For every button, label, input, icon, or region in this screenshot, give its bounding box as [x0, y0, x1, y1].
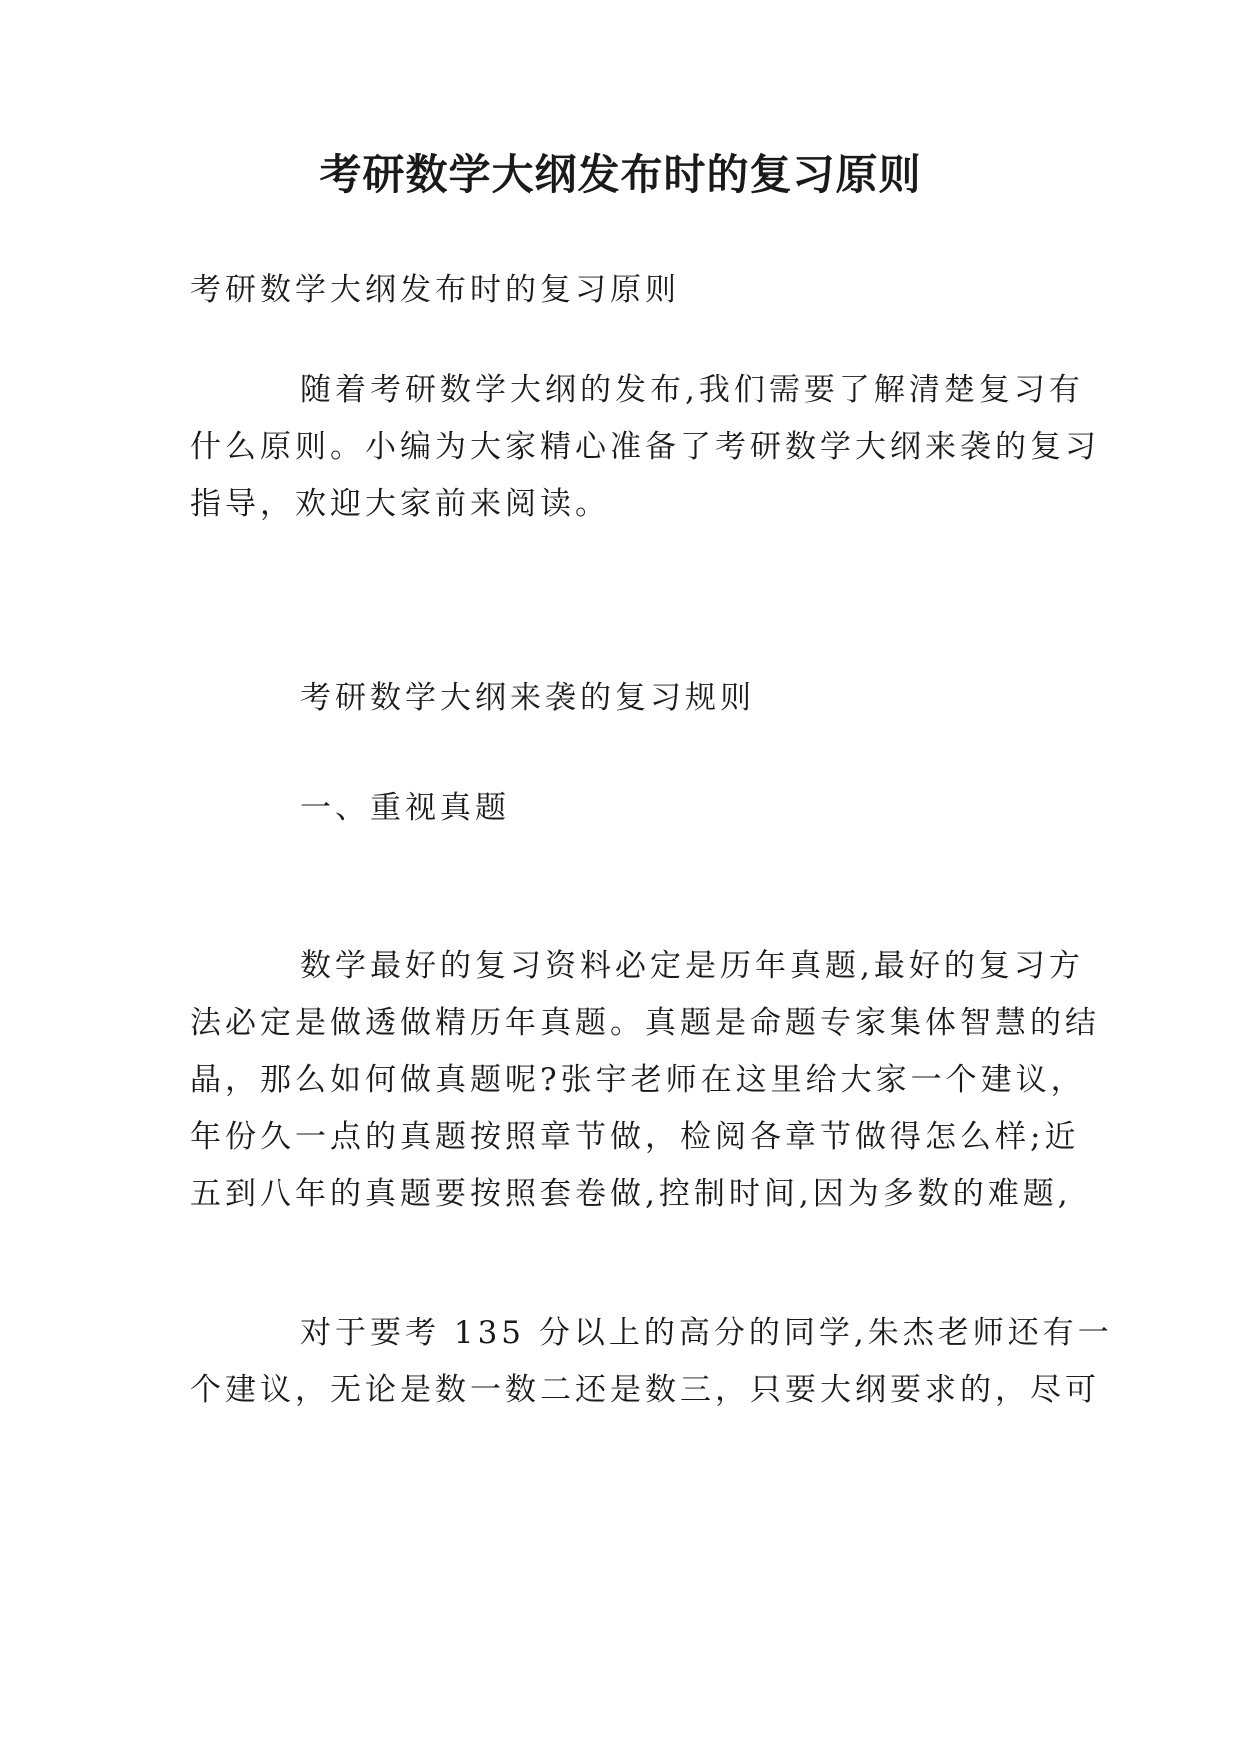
document-title: 考研数学大纲发布时的复习原则 [319, 150, 922, 199]
intro-line: 指导，欢迎大家前来阅读。 [190, 486, 610, 522]
intro-line: 什么原则。小编为大家精心准备了考研数学大纲来袭的复习 [190, 429, 1100, 465]
document-subtitle: 考研数学大纲发布时的复习原则 [190, 272, 680, 308]
truth-line: 五到八年的真题要按照套卷做,控制时间,因为多数的难题, [190, 1176, 1072, 1212]
truth-paragraph [190, 938, 1100, 1223]
high-score-paragraph [190, 1305, 1113, 1419]
truth-line: 年份久一点的真题按照章节做，检阅各章节做得怎么样;近 [190, 1119, 1080, 1155]
truth-line: 数学最好的复习资料必定是历年真题,最好的复习方 [300, 948, 1084, 984]
high-score-line: 对于要考 135 分以上的高分的同学,朱杰老师还有一 [300, 1315, 1113, 1351]
high-score-line: 个建议，无论是数一数二还是数三，只要大纲要求的，尽可 [190, 1372, 1100, 1408]
intro-line: 随着考研数学大纲的发布,我们需要了解清楚复习有 [300, 372, 1084, 408]
point-one-heading: 一、重视真题 [300, 790, 510, 826]
truth-line: 晶，那么如何做真题呢?张宇老师在这里给大家一个建议， [190, 1062, 1086, 1098]
section-heading: 考研数学大纲来袭的复习规则 [300, 680, 755, 716]
intro-paragraph [190, 362, 1100, 533]
truth-line: 法必定是做透做精历年真题。真题是命题专家集体智慧的结 [190, 1005, 1100, 1041]
